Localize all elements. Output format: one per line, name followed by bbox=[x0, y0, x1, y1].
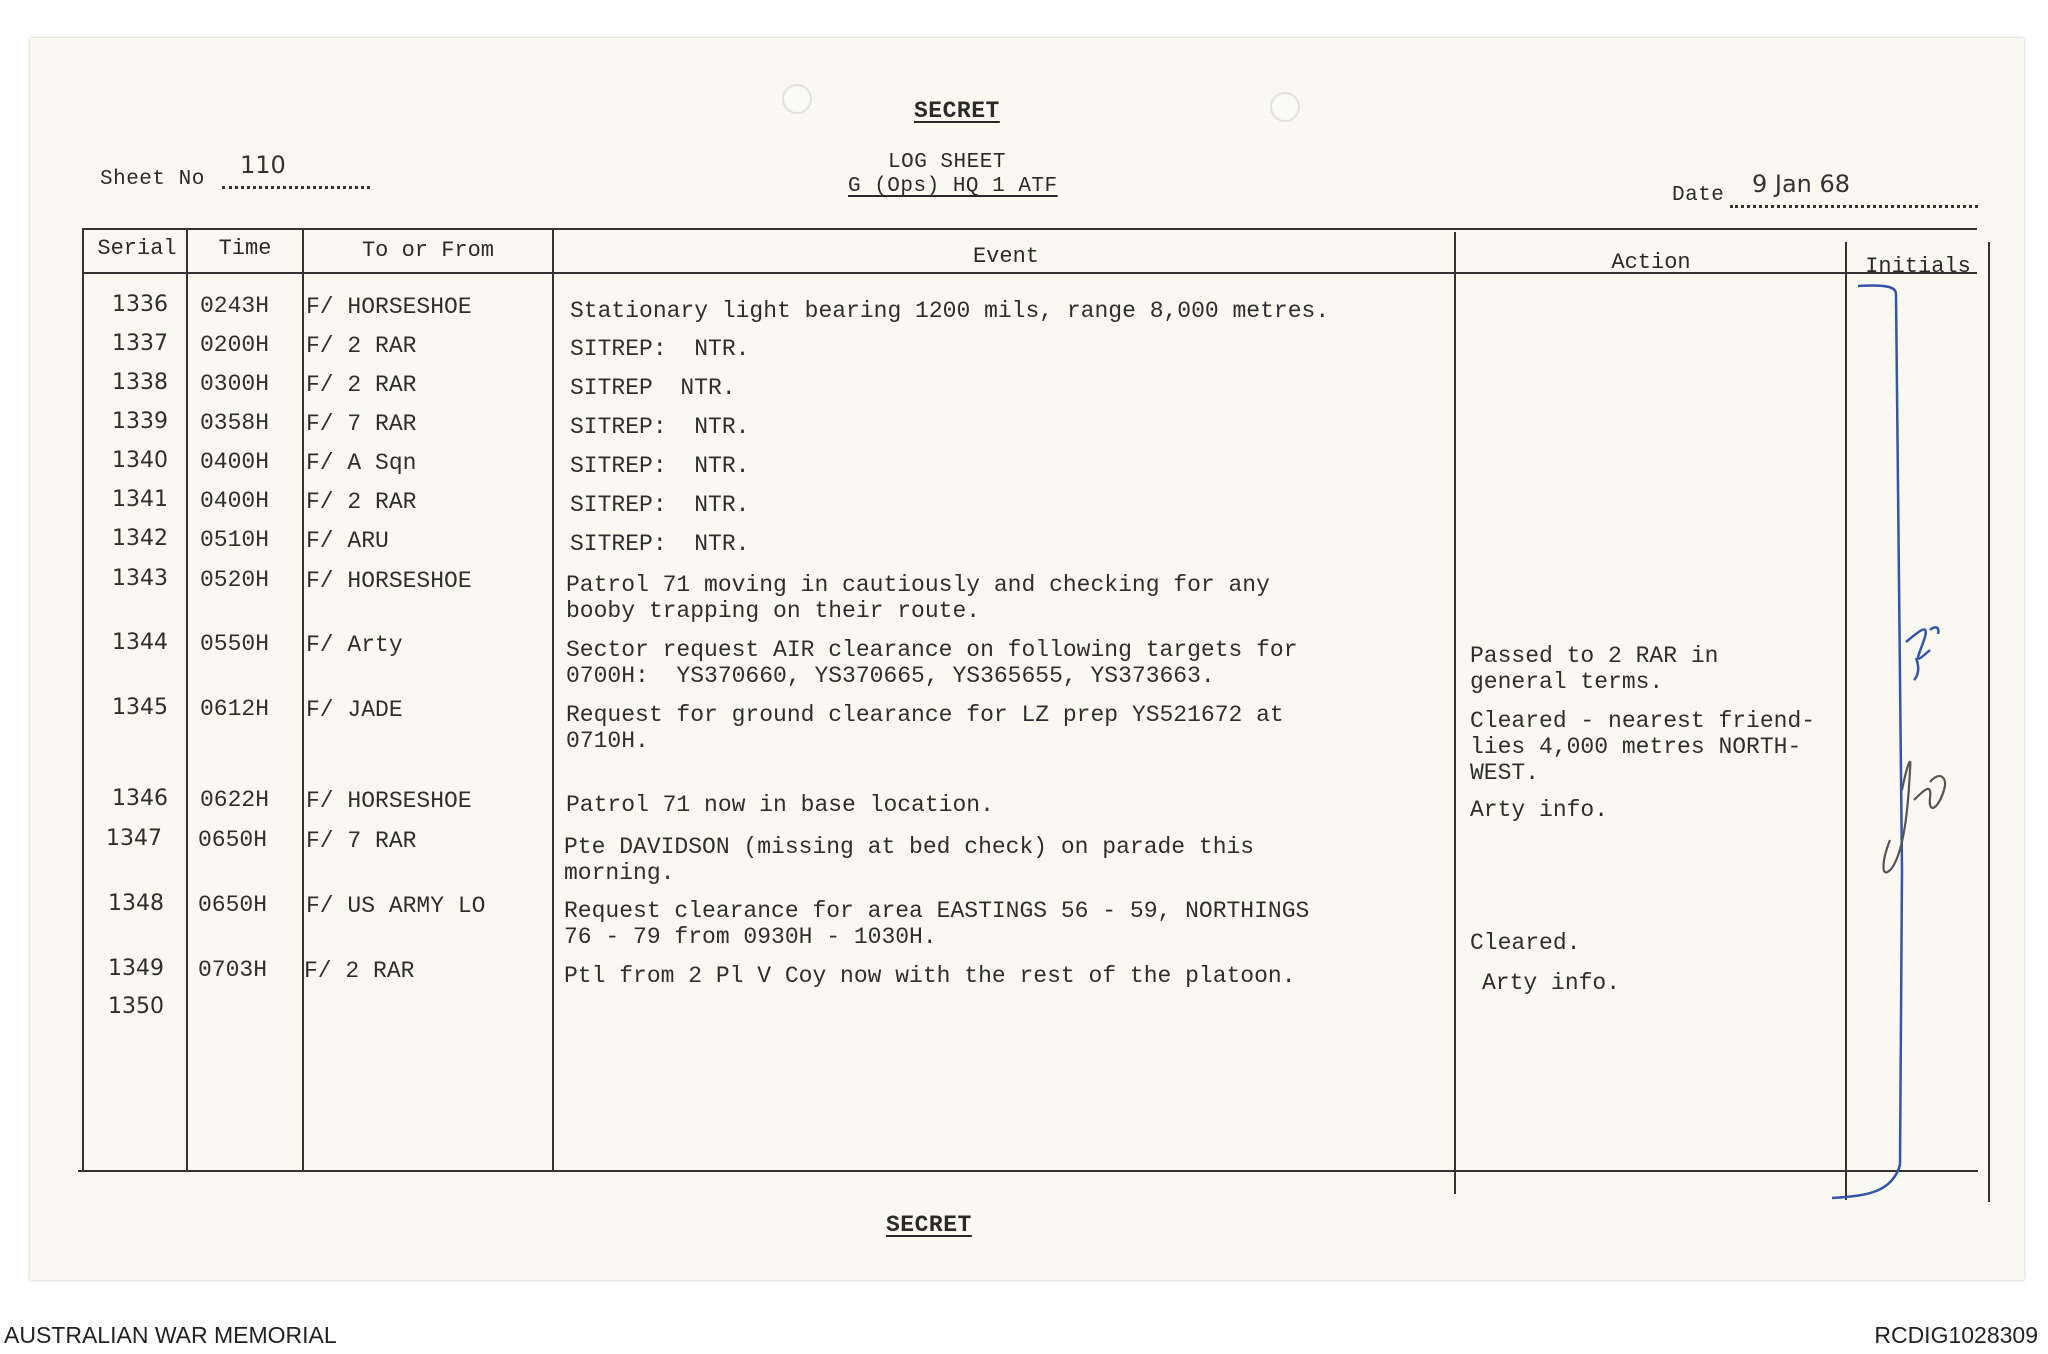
pencil-initials-mark bbox=[1884, 762, 1946, 873]
from-cell: F/ A Sqn bbox=[306, 450, 417, 476]
date-value: 9 Jan 68 bbox=[1752, 170, 1851, 198]
event-cell: SITREP: NTR. bbox=[570, 336, 750, 362]
action-cell: Arty info. bbox=[1470, 797, 1609, 823]
archive-credit: AUSTRALIAN WAR MEMORIAL bbox=[4, 1322, 337, 1348]
header-serial: Serial bbox=[97, 236, 177, 261]
col-divider-from bbox=[552, 228, 554, 1172]
action-cell: Cleared - nearest friend- lies 4,000 metres NORTH- WEST. bbox=[1470, 708, 1816, 786]
from-cell: F/ HORSESHOE bbox=[306, 294, 472, 320]
sheet-number: 110 bbox=[240, 151, 286, 179]
archive-id: RCDIG1028309 bbox=[1874, 1322, 2038, 1348]
event-cell: SITREP: NTR. bbox=[570, 492, 750, 518]
from-cell: F/ 2 RAR bbox=[304, 958, 415, 984]
event-cell: Ptl from 2 Pl V Coy now with the rest of the platoon. bbox=[564, 963, 1296, 989]
time-cell: 0650H bbox=[198, 827, 268, 853]
time-cell: 0703H bbox=[198, 957, 268, 983]
date-label: Date bbox=[1672, 184, 1725, 207]
time-cell: 0358H bbox=[200, 410, 270, 436]
time-cell: 0622H bbox=[200, 787, 270, 813]
punch-hole-right bbox=[1270, 92, 1300, 122]
action-cell: Passed to 2 RAR in general terms. bbox=[1470, 643, 1719, 695]
header-event: Event bbox=[972, 244, 1039, 269]
serial-cell: 1337 bbox=[112, 331, 168, 356]
from-cell: F/ 2 RAR bbox=[306, 333, 417, 359]
sheet-label: Sheet No bbox=[100, 168, 205, 191]
time-cell: 0243H bbox=[200, 293, 270, 319]
serial-cell: 1339 bbox=[112, 409, 168, 434]
header-time: Time bbox=[218, 236, 272, 261]
serial-cell: 1336 bbox=[112, 292, 168, 317]
serial-cell: 1341 bbox=[112, 487, 168, 512]
table-left-border bbox=[82, 228, 84, 1172]
col-divider-time bbox=[302, 228, 304, 1172]
action-cell: Arty info. bbox=[1482, 970, 1621, 996]
from-cell: F/ HORSESHOE bbox=[306, 788, 472, 814]
event-cell: Sector request AIR clearance on following targets for 0700H: YS370660, YS370665, YS365655, YS373663. bbox=[566, 637, 1298, 689]
from-cell: F/ JADE bbox=[306, 697, 403, 723]
time-cell: 0520H bbox=[200, 567, 270, 593]
from-cell: F/ 2 RAR bbox=[306, 489, 417, 515]
serial-cell: 1347 bbox=[106, 826, 162, 851]
event-cell: Request clearance for area EASTINGS 56 - 59, NORTHINGS 76 - 79 from 0930H - 1030H. bbox=[564, 898, 1310, 950]
time-cell: 0400H bbox=[200, 449, 270, 475]
initials-pen-marks bbox=[1820, 270, 2020, 1210]
from-cell: F/ 7 RAR bbox=[306, 828, 417, 854]
serial-cell: 1340 bbox=[112, 448, 168, 473]
time-cell: 0550H bbox=[200, 631, 270, 657]
col-divider-serial bbox=[186, 228, 188, 1172]
time-cell: 0400H bbox=[200, 488, 270, 514]
event-cell: SITREP NTR. bbox=[570, 375, 736, 401]
classification-top: SECRET bbox=[914, 98, 1000, 124]
header-initials: Initials bbox=[1865, 254, 1971, 279]
serial-cell: 1348 bbox=[108, 891, 164, 916]
classification-bottom: SECRET bbox=[886, 1212, 972, 1238]
serial-cell: 1344 bbox=[112, 630, 168, 655]
title-unit: G (Ops) HQ 1 ATF bbox=[848, 175, 1058, 198]
serial-cell: 1349 bbox=[108, 956, 164, 981]
time-cell: 0650H bbox=[198, 892, 268, 918]
title-log-sheet: LOG SHEET bbox=[888, 151, 1006, 174]
from-cell: F/ 2 RAR bbox=[306, 372, 417, 398]
serial-cell: 1338 bbox=[112, 370, 168, 395]
time-cell: 0300H bbox=[200, 371, 270, 397]
from-cell: F/ ARU bbox=[306, 528, 389, 554]
table-bottom-border bbox=[78, 1170, 1978, 1172]
event-cell: SITREP: NTR. bbox=[570, 414, 750, 440]
table-top-border bbox=[84, 228, 1977, 230]
from-cell: F/ 7 RAR bbox=[306, 411, 417, 437]
blue-initials-mark bbox=[1906, 627, 1938, 680]
from-cell: F/ US ARMY LO bbox=[306, 893, 486, 919]
blue-bracket-line bbox=[1832, 285, 1902, 1198]
sheet-dotted-line bbox=[222, 186, 370, 189]
serial-cell: 1350 bbox=[108, 994, 164, 1019]
date-dotted-line bbox=[1730, 205, 1978, 208]
event-cell: Stationary light bearing 1200 mils, range 8,000 metres. bbox=[570, 298, 1330, 324]
event-cell: Patrol 71 moving in cautiously and checking for any booby trapping on their route. bbox=[566, 572, 1270, 624]
time-cell: 0612H bbox=[200, 696, 270, 722]
serial-cell: 1342 bbox=[112, 526, 168, 551]
punch-hole-left bbox=[782, 84, 812, 114]
event-cell: Request for ground clearance for LZ prep YS521672 at 0710H. bbox=[566, 702, 1284, 754]
header-action: Action bbox=[1611, 250, 1691, 275]
col-divider-event bbox=[1454, 232, 1456, 1194]
event-cell: Pte DAVIDSON (missing at bed check) on parade this morning. bbox=[564, 834, 1255, 886]
event-cell: SITREP: NTR. bbox=[570, 531, 750, 557]
serial-cell: 1343 bbox=[112, 566, 168, 591]
event-cell: SITREP: NTR. bbox=[570, 453, 750, 479]
serial-cell: 1345 bbox=[112, 695, 168, 720]
from-cell: F/ Arty bbox=[306, 632, 403, 658]
time-cell: 0200H bbox=[200, 332, 270, 358]
time-cell: 0510H bbox=[200, 527, 270, 553]
serial-cell: 1346 bbox=[112, 786, 168, 811]
action-cell: Cleared. bbox=[1470, 930, 1581, 956]
event-cell: Patrol 71 now in base location. bbox=[566, 792, 994, 818]
header-to-or-from: To or From bbox=[361, 238, 495, 263]
from-cell: F/ HORSESHOE bbox=[306, 568, 472, 594]
